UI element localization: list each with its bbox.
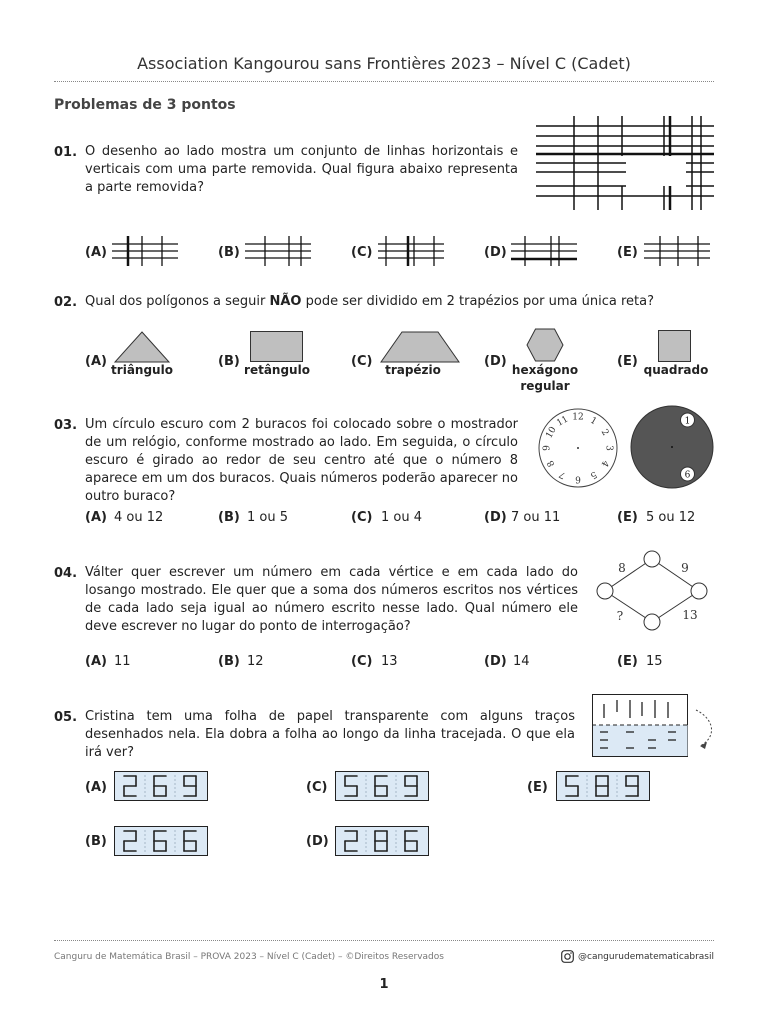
segment-digit [375, 776, 387, 796]
q5-display-d [335, 826, 429, 856]
q2-option-b[interactable]: (B) [218, 354, 240, 369]
q3-answer-b: 1 ou 5 [247, 510, 288, 525]
q5-display-e [556, 771, 650, 801]
page-number: 1 [379, 977, 389, 992]
q1-number: 01. [54, 145, 78, 160]
q2-option-d[interactable]: (D) [484, 354, 507, 369]
segment-digit [345, 776, 357, 796]
q2-caption-a: triângulo [111, 363, 173, 377]
q1-option-e[interactable]: (E) [617, 245, 638, 260]
q4-answer-c: 13 [381, 654, 398, 669]
q3-text: Um círculo escuro com 2 buracos foi colocado sobre o mostrador de um relógio, conforme mostrado ao lado. Em seguida, o círculo escuro é girado ao redor de seu centro até que o número 8 aparece em um dos buracos. Quais números poderão aparecer no outro buraco? [85, 417, 518, 504]
q1-option-b[interactable]: (B) [218, 245, 240, 260]
q5-display-a [114, 771, 208, 801]
q3-answer-d: 7 ou 11 [511, 510, 561, 525]
q1-option-d[interactable]: (D) [484, 245, 507, 260]
q1-figure-c [378, 236, 446, 266]
segment-digit [124, 776, 136, 796]
rectangle-shape [250, 331, 304, 363]
q2-option-a[interactable]: (A) [85, 354, 107, 369]
q5-option-a[interactable]: (A) [85, 780, 107, 795]
q2-caption-d: hexágono regular [511, 363, 579, 393]
triangle-shape [114, 331, 170, 363]
rhombus-label-bottom-right: 13 [682, 608, 698, 622]
q3-option-b[interactable]: (B) [218, 510, 240, 525]
page-header: Association Kangourou sans Frontières 2023 – Nível C (Cadet) [137, 54, 631, 73]
footer-text: Canguru de Matemática Brasil – PROVA 2023 – Nível C (Cadet) – ©Direitos Reservados [54, 952, 444, 962]
q4-number: 04. [54, 566, 78, 581]
q2-caption-b: retângulo [244, 363, 310, 377]
rhombus-label-top-left: 8 [618, 561, 626, 575]
q2-number: 02. [54, 295, 78, 310]
transparent-sheet-figure [592, 694, 718, 760]
q3-option-c[interactable]: (C) [351, 510, 373, 525]
q5-option-b[interactable]: (B) [85, 834, 107, 849]
segment-digit [566, 776, 578, 796]
clock-number: 10 [544, 425, 559, 441]
q4-text: Válter quer escrever um número em cada vértice e em cada lado do losango mostrado. Ele quer que a soma dos números escritos nos vértices de cada lado seja igual ao número escrito nesse lado. Qual número ele deve escrever no lugar do ponto de interrogação? [85, 565, 578, 634]
segment-digit [184, 776, 196, 796]
footer-divider [54, 940, 714, 941]
q5-option-d[interactable]: (D) [306, 834, 329, 849]
q4-option-a[interactable]: (A) [85, 654, 107, 669]
segment-digit [124, 831, 136, 851]
segment-digit [154, 831, 166, 851]
clock-number: 1 [588, 415, 599, 428]
q4-answer-d: 14 [513, 654, 530, 669]
clock-number: 12 [572, 412, 584, 423]
q1-figure-a [112, 236, 180, 266]
q5-option-e[interactable]: (E) [527, 780, 548, 795]
q3-number: 03. [54, 418, 78, 433]
segment-digit [405, 831, 417, 851]
rhombus-vertex-left [597, 583, 613, 599]
clock-number: 8 [545, 458, 558, 469]
q1-figure-e [644, 236, 712, 266]
clock-face [538, 408, 618, 488]
q4-answer-b: 12 [247, 654, 264, 669]
q1-text: O desenho ao lado mostra um conjunto de linhas horizontais e verticais com uma parte removida. Qual figura abaixo representa a parte removida? [85, 144, 518, 195]
clock-number: 6 [575, 473, 581, 484]
q5-display-b [114, 826, 208, 856]
rhombus-vertex-top [644, 551, 660, 567]
q5-option-c[interactable]: (C) [306, 780, 328, 795]
q1-figure-d [511, 236, 579, 266]
q2-text: Qual dos polígonos a seguir NÃO pode ser dividido em 2 trapézios por uma única reta? [85, 294, 655, 309]
segment-digit [184, 831, 196, 851]
q3-option-a[interactable]: (A) [85, 510, 107, 525]
q3-option-d[interactable]: (D) [484, 510, 507, 525]
q1-option-c[interactable]: (C) [351, 245, 373, 260]
segment-digit [596, 776, 608, 796]
clock-number: 4 [598, 458, 611, 469]
hexagon-shape [526, 328, 564, 362]
disc-hole-bottom-number: 6 [684, 470, 691, 481]
segment-digit [345, 831, 357, 851]
rhombus-vertex-bottom [644, 614, 660, 630]
q4-option-c[interactable]: (C) [351, 654, 373, 669]
q3-option-e[interactable]: (E) [617, 510, 638, 525]
q1-figure-b [245, 236, 313, 266]
q1-option-a[interactable]: (A) [85, 245, 107, 260]
segment-digit [154, 776, 166, 796]
q3-answer-c: 1 ou 4 [381, 510, 422, 525]
q1-grid-figure [536, 116, 716, 211]
segment-digit [405, 776, 417, 796]
q4-option-b[interactable]: (B) [218, 654, 240, 669]
clock-number: 7 [557, 468, 568, 481]
q2-caption-e: quadrado [643, 363, 709, 377]
section-title: Problemas de 3 pontos [54, 97, 236, 113]
instagram-link[interactable] [561, 950, 714, 963]
instagram-icon [561, 950, 574, 963]
q3-answer-a: 4 ou 12 [114, 510, 164, 525]
clock-number: 5 [588, 468, 599, 481]
q5-text: Cristina tem uma folha de papel transparente com alguns traços desenhados nela. Ela dobra a folha ao longo da linha tracejada. O que ela irá ver? [85, 709, 575, 760]
q4-answer-a: 11 [114, 654, 131, 669]
q2-caption-c: trapézio [385, 363, 441, 377]
dark-disc [630, 405, 714, 489]
q5-display-c [335, 771, 429, 801]
q4-option-d[interactable]: (D) [484, 654, 507, 669]
square-shape [658, 330, 692, 362]
q2-option-c[interactable]: (C) [351, 354, 373, 369]
segment-digit [375, 831, 387, 851]
q3-answer-e: 5 ou 12 [646, 510, 696, 525]
instagram-handle: @cangurudematematicabrasil [578, 951, 714, 962]
rhombus-vertex-right [691, 583, 707, 599]
header-divider [54, 81, 714, 82]
clock-number: 2 [598, 427, 611, 438]
q4-option-e[interactable]: (E) [617, 654, 638, 669]
disc-hole-top-number: 1 [684, 416, 691, 427]
segment-digit [626, 776, 638, 796]
clock-number: 11 [555, 414, 571, 429]
clock-number: 3 [603, 445, 614, 451]
rhombus-figure [594, 550, 714, 632]
q5-number: 05. [54, 710, 78, 725]
rhombus-label-top-right: 9 [681, 561, 689, 575]
q2-option-e[interactable]: (E) [617, 354, 638, 369]
clock-number: 9 [542, 445, 553, 451]
trapezoid-shape [380, 331, 460, 363]
rhombus-label-bottom-left: ? [616, 609, 624, 623]
q4-answer-e: 15 [646, 654, 663, 669]
